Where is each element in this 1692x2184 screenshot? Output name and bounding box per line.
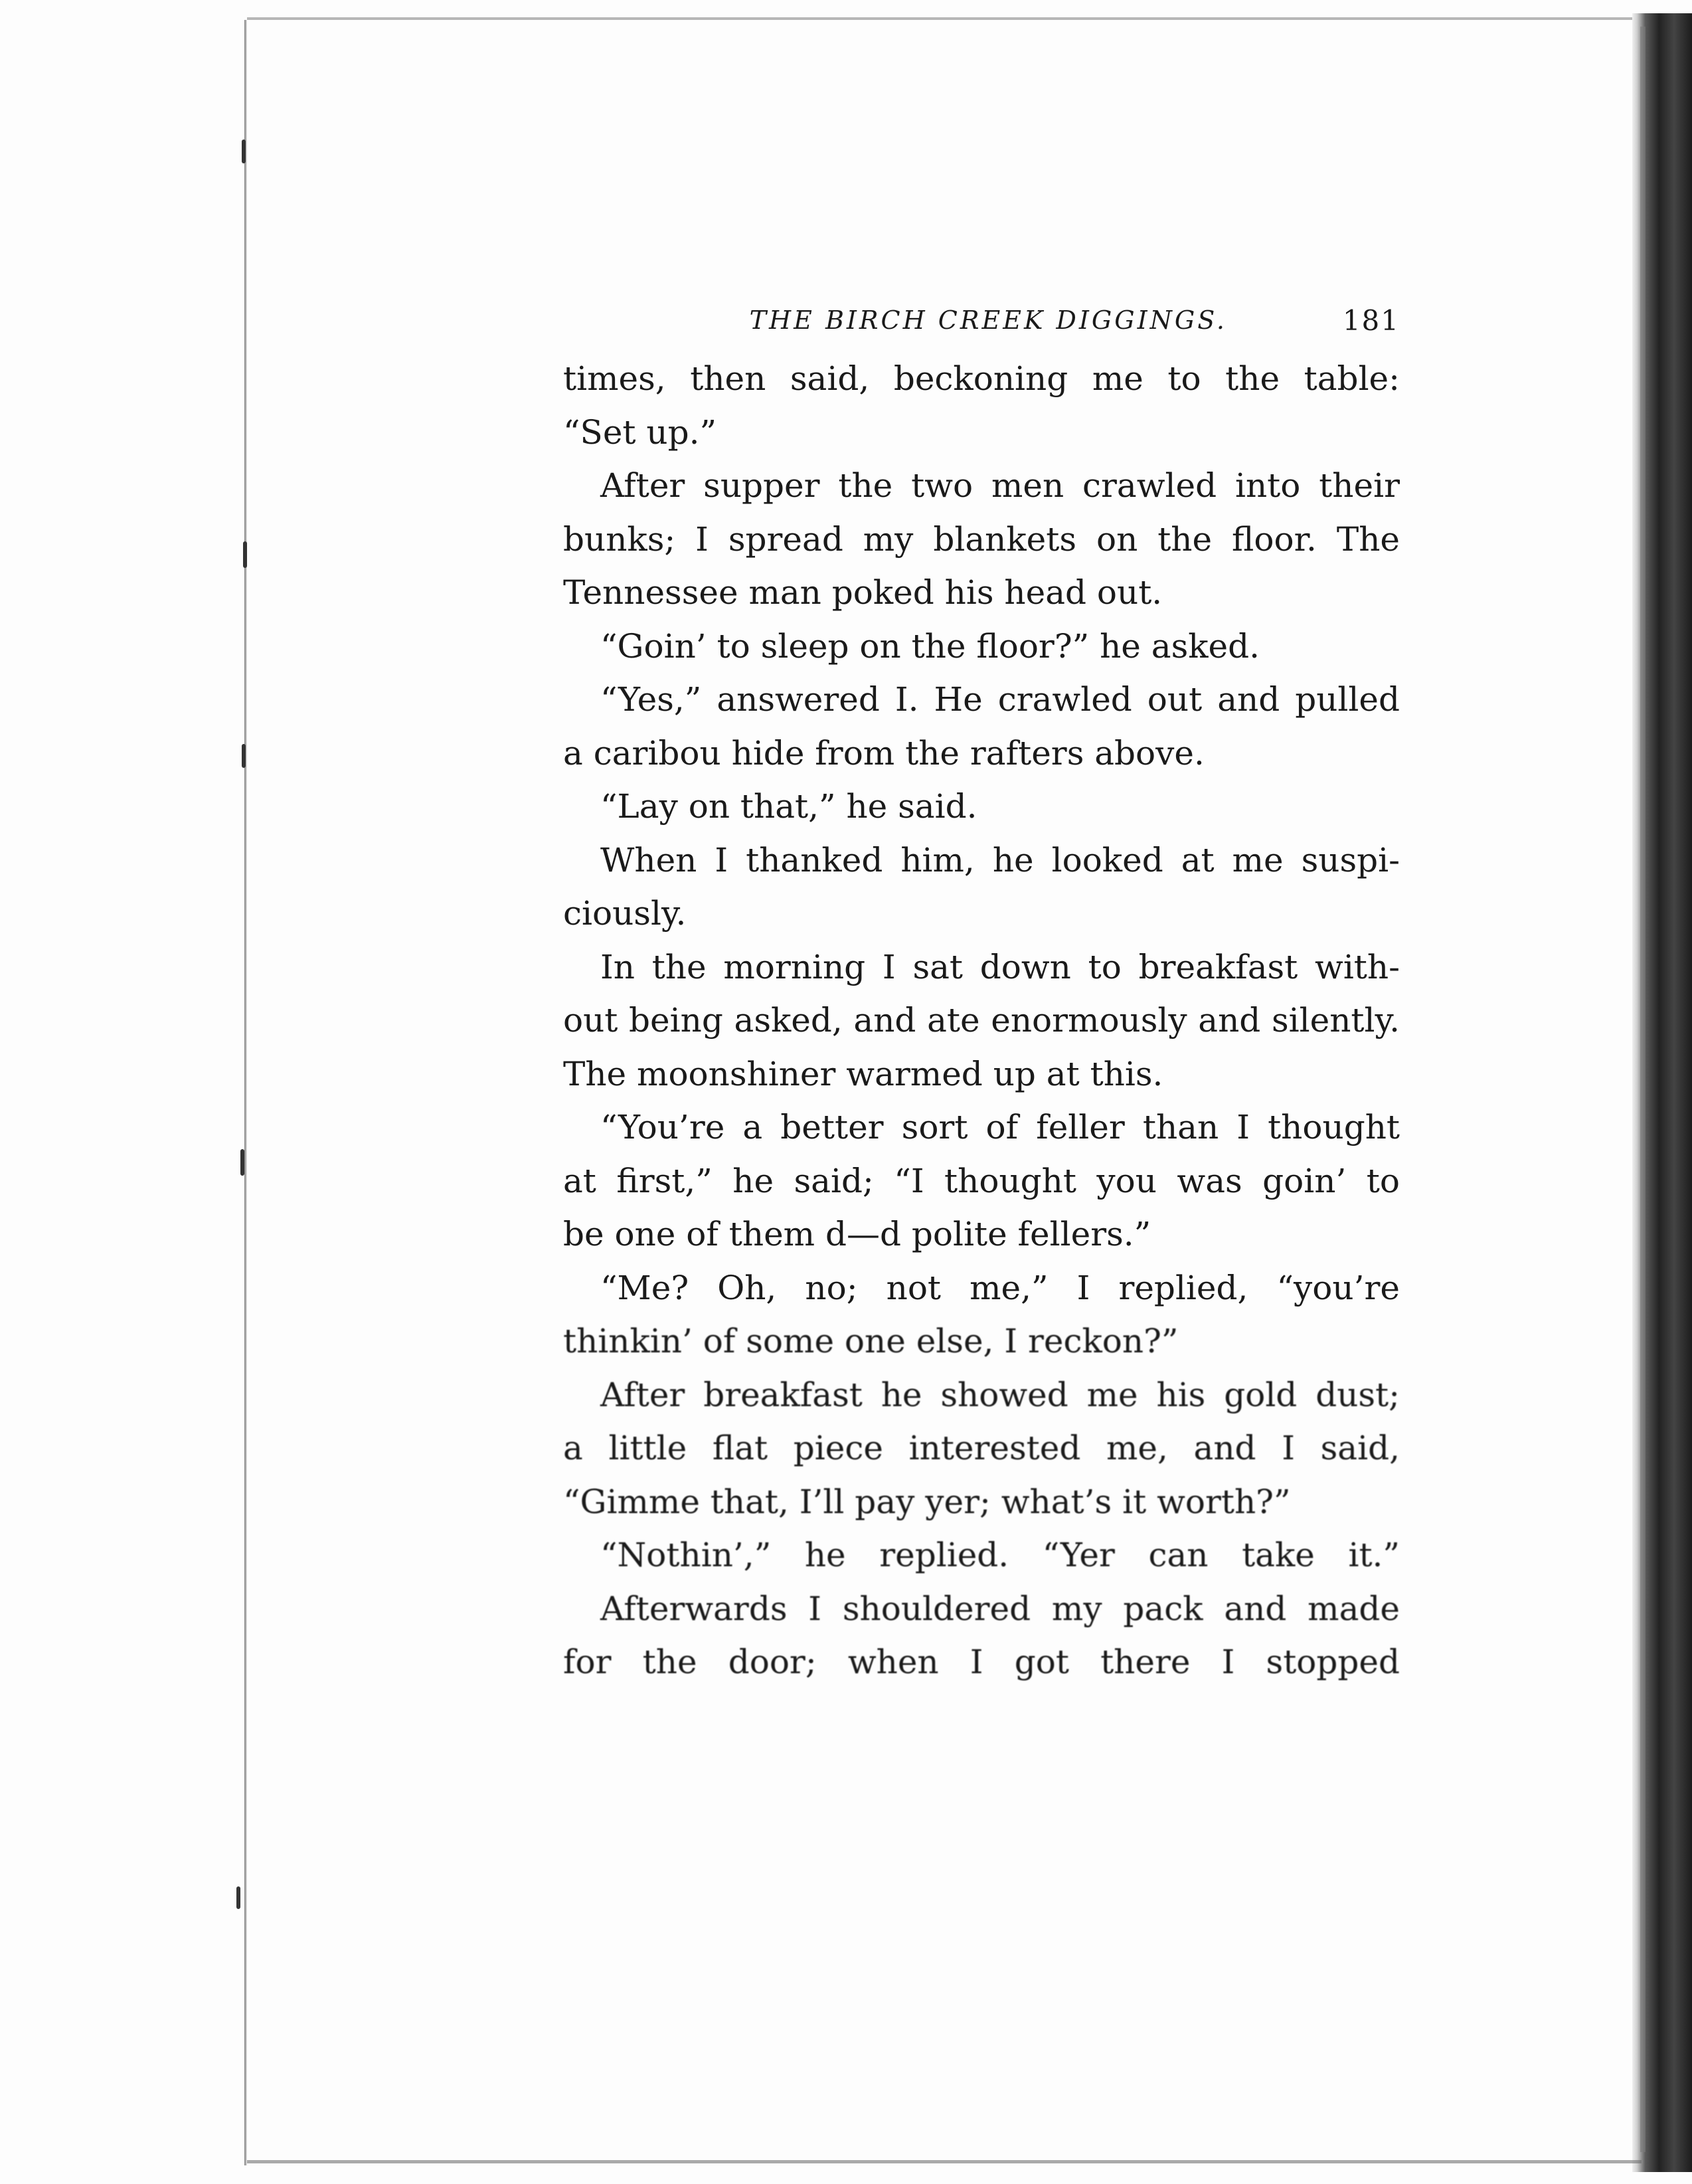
text-line: thinkin’ of some one else, I reckon?” (563, 1322, 1179, 1360)
page-top-edge (247, 17, 1648, 20)
text-line: When I thanked him, he looked at me suspi- (600, 840, 1400, 879)
page-bottom-edge (247, 2160, 1642, 2163)
text-line: times, then said, beckoning me to the table: (563, 359, 1400, 398)
left-margin-mark (236, 1886, 240, 1909)
text-line: The moonshiner warmed up at this. (563, 1054, 1163, 1093)
left-margin-mark (242, 139, 246, 163)
text-line: “Set up.” (563, 412, 717, 452)
running-title: THE BIRCH CREEK DIGGINGS. (749, 306, 1227, 335)
left-margin-mark (240, 1149, 244, 1176)
text-line: ciously. (563, 894, 687, 933)
book-spine-shadow (1640, 27, 1646, 2152)
body-text (563, 352, 1400, 1689)
text-line: “You’re a better sort of feller than I thought (600, 1108, 1400, 1146)
text-line: Tennessee man poked his head out. (563, 573, 1163, 612)
page-left-edge (244, 20, 247, 2165)
text-line: for the door; when I got there I stopped (563, 1643, 1400, 1681)
text-line: out being asked, and ate enormously and silently. (563, 1001, 1400, 1040)
left-margin-mark (242, 744, 246, 768)
text-line: After breakfast he showed me his gold dust; (600, 1375, 1400, 1414)
text-line: “Goin’ to sleep on the floor?” he asked. (600, 626, 1260, 666)
text-line: be one of them d—d polite fellers.” (563, 1215, 1151, 1253)
book-page (563, 292, 1400, 1689)
text-line: “Nothin’,” he replied. “Yer can take it.” (600, 1536, 1400, 1574)
text-line: In the morning I sat down to breakfast with- (600, 947, 1400, 986)
page-number: 181 (1342, 304, 1400, 337)
text-line: a caribou hide from the rafters above. (563, 733, 1205, 773)
text-line: “Yes,” answered I. He crawled out and pulled (600, 680, 1400, 719)
text-line: “Me? Oh, no; not me,” I replied, “you’re (600, 1268, 1400, 1307)
text-line: bunks; I spread my blankets on the floor. The (563, 519, 1400, 559)
text-line: at first,” he said; “I thought you was goin’ to (563, 1161, 1400, 1200)
running-head (563, 292, 1400, 352)
text-line: After supper the two men crawled into their (600, 466, 1400, 505)
text-line: Afterwards I shouldered my pack and made (600, 1589, 1400, 1628)
left-margin-mark (243, 541, 247, 568)
text-line: a little flat piece interested me, and I said, (563, 1429, 1400, 1467)
text-line: “Gimme that, I’ll pay yer; what’s it worth?” (563, 1482, 1291, 1521)
text-line: “Lay on that,” he said. (600, 787, 977, 826)
